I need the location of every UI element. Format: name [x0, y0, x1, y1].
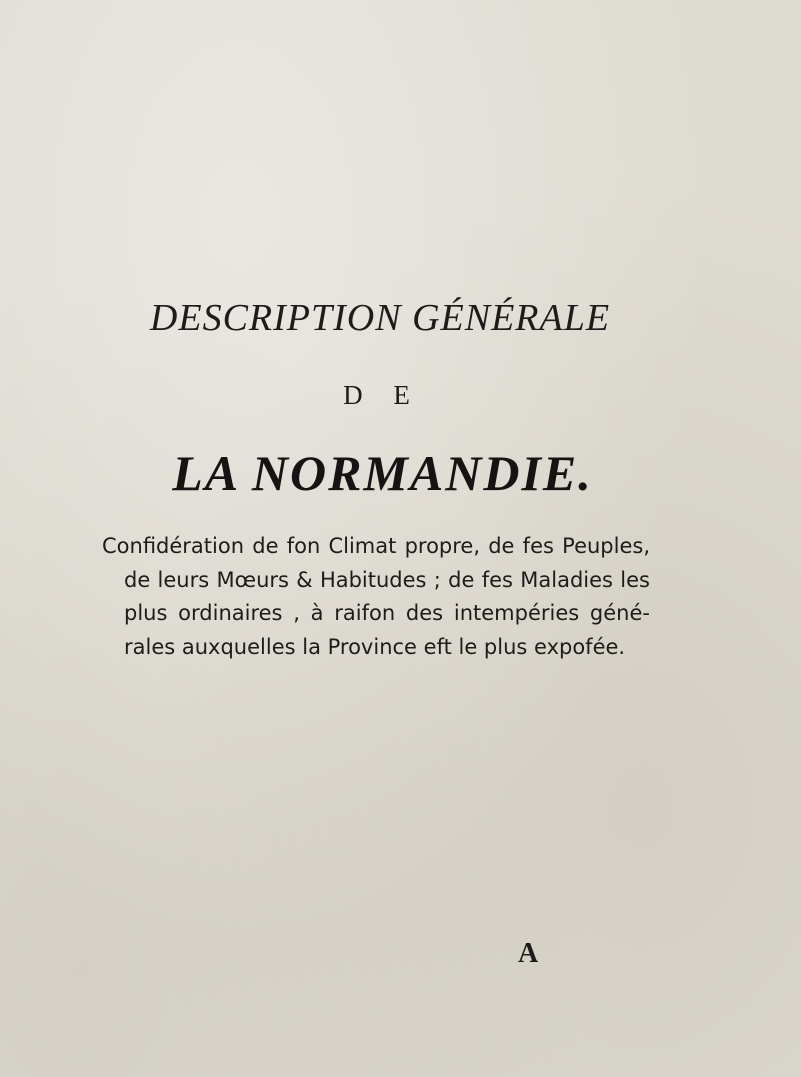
page-title: DESCRIPTION GÉNÉRALE [149, 297, 611, 339]
summary-line: de leurs Mœurs & Habitudes ; de fes Maladies les [124, 567, 650, 592]
summary-paragraph [102, 530, 650, 664]
region-heading: LA NORMANDIE. [172, 445, 593, 501]
summary-line: plus ordinaires , à raifon des intempéries géné- [124, 601, 650, 625]
summary-line: Confidération de fon Climat propre, de fes Peuples, [102, 534, 650, 558]
summary-line: rales auxquelles la Province eft le plus expofée. [124, 634, 626, 659]
signature-mark: A [518, 938, 539, 969]
connector-word: D E [343, 380, 422, 410]
